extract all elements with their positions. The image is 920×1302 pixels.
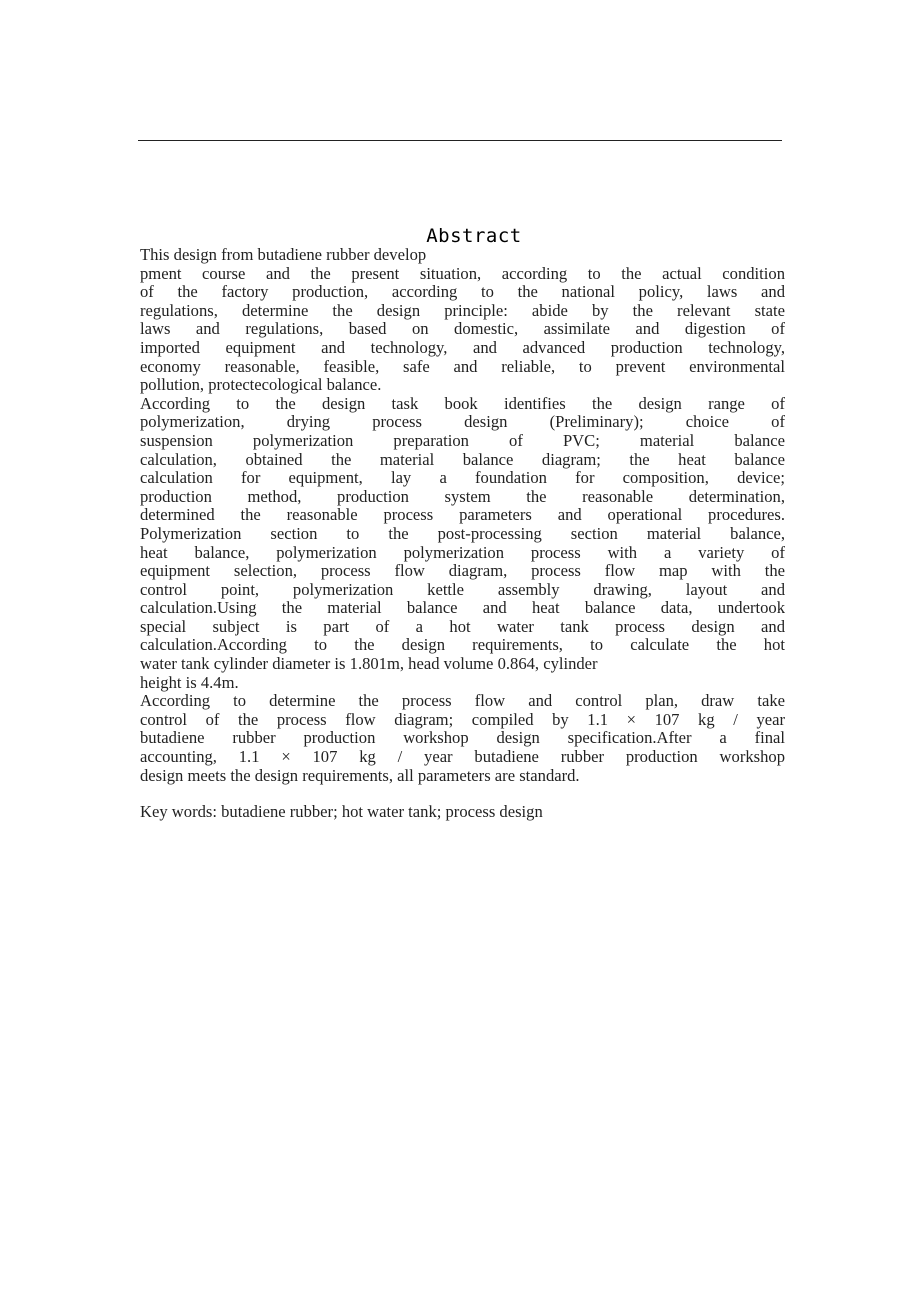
abstract-line: heat balance, polymerization polymerization process with a variety of <box>140 543 785 562</box>
abstract-line: suspension polymerization preparation of PVC; material balance <box>140 431 785 450</box>
abstract-line: polymerization, drying process design (Preliminary); choice of <box>140 413 785 432</box>
abstract-line: laws and regulations, based on domestic, assimilate and digestion of <box>140 320 785 339</box>
abstract-body <box>140 246 785 822</box>
abstract-line: pollution, protectecological balance. <box>140 375 382 395</box>
paragraph-spacer <box>140 785 785 803</box>
abstract-line: equipment selection, process flow diagram, process flow map with the <box>140 562 785 581</box>
abstract-line: control of the process flow diagram; compiled by 1.1 × 107 kg / year <box>140 710 785 729</box>
abstract-line: calculation.According to the design requirements, to calculate the hot <box>140 636 785 655</box>
abstract-line: design meets the design requirements, all parameters are standard. <box>140 765 580 785</box>
abstract-line: of the factory production, according to the national policy, laws and <box>140 283 785 302</box>
abstract-line: height is 4.4m. <box>140 672 239 692</box>
abstract-line: This design from butadiene rubber develop <box>140 245 427 264</box>
abstract-line: calculation.Using the material balance and heat balance data, undertook <box>140 599 785 618</box>
abstract-line: economy reasonable, feasible, safe and reliable, to prevent environmental <box>140 357 785 376</box>
header-rule <box>138 140 782 141</box>
abstract-line: butadiene rubber production workshop design specification.After a final <box>140 729 785 748</box>
abstract-line: calculation for equipment, lay a foundation for composition, device; <box>140 469 785 488</box>
abstract-line: production method, production system the reasonable determination, <box>140 487 785 506</box>
abstract-line: control point, polymerization kettle assembly drawing, layout and <box>140 580 785 599</box>
abstract-line: water tank cylinder diameter is 1.801m, head volume 0.864, cylinder <box>140 654 598 674</box>
abstract-line: regulations, determine the design principle: abide by the relevant state <box>140 301 785 320</box>
abstract-line: According to determine the process flow and control plan, draw take <box>140 692 785 711</box>
abstract-line: determined the reasonable process parameters and operational procedures. <box>140 506 785 525</box>
abstract-line: calculation, obtained the material balance diagram; the heat balance <box>140 450 785 469</box>
abstract-line: imported equipment and technology, and advanced production technology, <box>140 338 785 357</box>
abstract-line: pment course and the present situation, according to the actual condition <box>140 264 785 283</box>
abstract-line: accounting, 1.1 × 107 kg / year butadiene rubber production workshop <box>140 748 785 767</box>
abstract-line: According to the design task book identifies the design range of <box>140 394 785 413</box>
keywords-line: Key words: butadiene rubber; hot water tank; process design <box>140 802 543 822</box>
abstract-line: special subject is part of a hot water tank process design and <box>140 617 785 636</box>
abstract-title: Abstract <box>426 225 522 247</box>
abstract-line: Polymerization section to the post-processing section material balance, <box>140 524 785 543</box>
